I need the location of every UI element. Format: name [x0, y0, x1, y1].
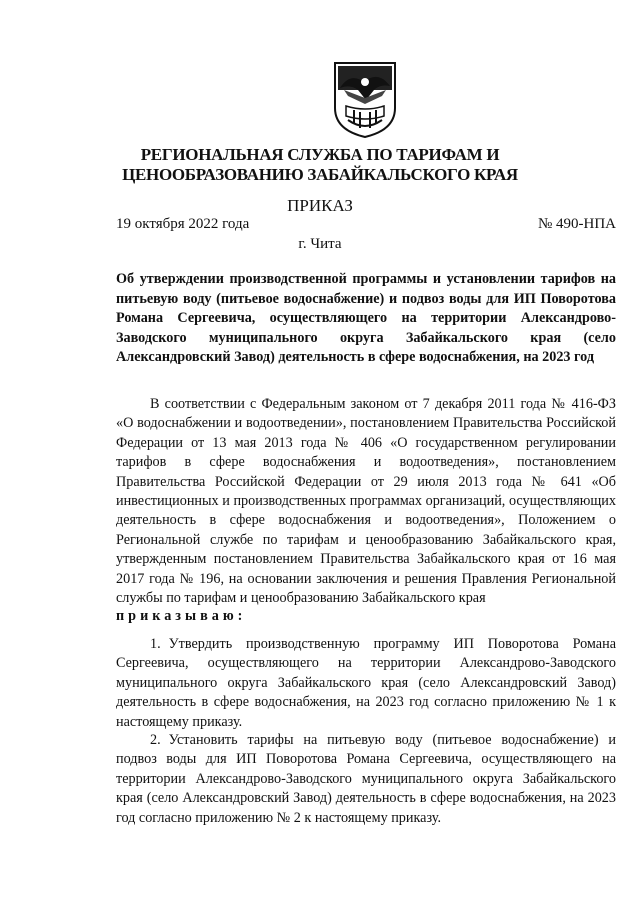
- document-title: Об утверждении производственной программы и установлении тарифов на питьевую воду (питьевое водоснабжение) и подвоз воды для ИП Поворотова Романа Сергеевича, осуществляющего на территории Александрово-Заводского муниципального округа Забайкальского края (село Александровский Завод) деятельность в сфере водоснабжения, на 2023 год: [116, 271, 616, 366]
- document-number: № 490-НПА: [537, 216, 616, 232]
- organization-name-line2: ЦЕНООБРАЗОВАНИЮ ЗАБАЙКАЛЬСКОГО КРАЯ: [122, 165, 518, 184]
- order-item-number: 2.: [150, 732, 161, 748]
- order-item: [116, 635, 616, 732]
- document-date: 19 октября 2022 года: [116, 216, 250, 232]
- order-item-text: Утвердить производственную программу ИП Поворотова Романа Сергеевича, осуществляющего на территории Александрово-Заводского муниципального округа Забайкальского края (село Александровский Завод) деятельность в сфере водоснабжения, на 2023 год согласно приложению № 1 к настоящему приказу.: [116, 636, 616, 730]
- order-item: [116, 731, 616, 828]
- document-city: г. Чита: [298, 236, 342, 252]
- order-word: приказываю:: [116, 608, 247, 624]
- document-type: ПРИКАЗ: [287, 196, 353, 215]
- order-item-number: 1.: [150, 636, 161, 652]
- order-item-text: Установить тарифы на питьевую воду (питьевое водоснабжение) и подвоз воды для ИП Поворотова Романа Сергеевича, осуществляющего на территории Александрово-Заводского муниципального округа Забайкальского края (село Александровский Завод) деятельность в сфере водоснабжения, на 2023 год согласно приложению № 2 к настоящему приказу.: [116, 732, 616, 826]
- organization-name-line1: РЕГИОНАЛЬНАЯ СЛУЖБА ПО ТАРИФАМ И: [140, 145, 500, 164]
- coat-of-arms-icon: [330, 60, 400, 140]
- preamble-paragraph: В соответствии с Федеральным законом от 7 декабря 2011 года № 416-ФЗ «О водоснабжении и водоотведении», постановлением Правительства Российской Федерации от 13 мая 2013 года № 406 «О государственном регулировании тарифов в сфере водоснабжения и водоотведения», постановлением Правительства Российской Федерации от 29 июля 2013 года № 641 «Об инвестиционных и производственных программах организаций, осуществляющих деятельность в сфере водоснабжения и водоотведения», Положением о Региональной службе по тарифам и ценообразованию Забайкальского края, утвержденным постановлением Правительства Забайкальского края от 16 мая 2017 года № 196, на основании заключения и решения Правления Региональной службы по тарифам и ценообразованию Забайкальского края: [116, 396, 616, 607]
